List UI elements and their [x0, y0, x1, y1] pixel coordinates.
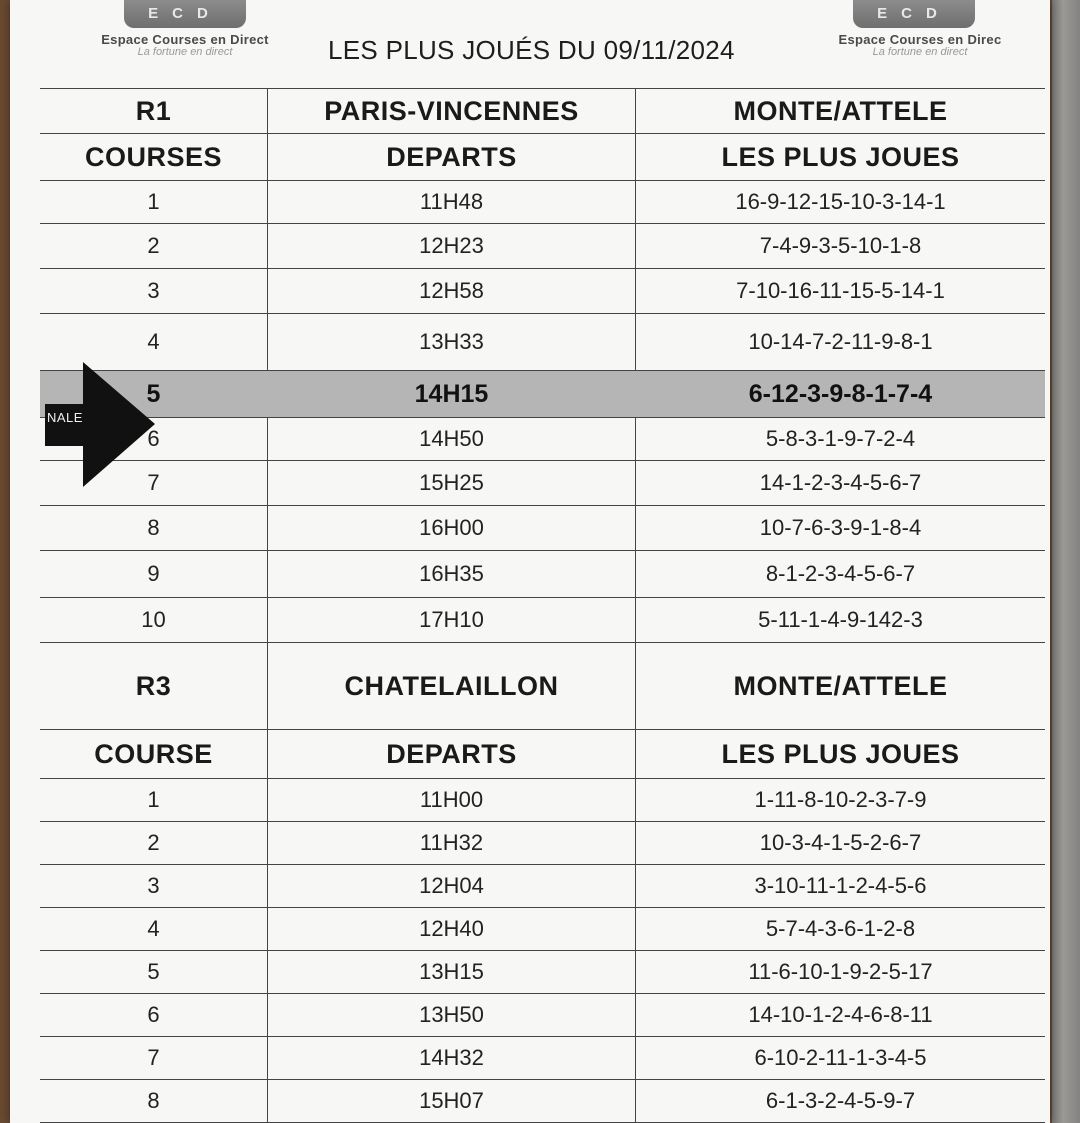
r1-col-joues: LES PLUS JOUES — [635, 134, 1045, 180]
course-number: 6 — [147, 1002, 160, 1027]
most-played: 8-1-2-3-4-5-6-7 — [635, 551, 1045, 597]
course-number: 1 — [147, 787, 160, 812]
logo-left-mark: ECD — [124, 0, 246, 28]
r1-rows — [40, 181, 1045, 643]
most-played: 10-14-7-2-11-9-8-1 — [635, 314, 1045, 370]
departure-time: 14H15 — [267, 371, 635, 417]
table-row — [40, 224, 1045, 269]
logo-right — [795, 0, 1045, 58]
r1-column-header — [40, 134, 1045, 181]
departure-time: 12H23 — [267, 224, 635, 268]
departure-time: 17H10 — [267, 598, 635, 642]
logo-right-name: Espace Courses en Direc — [838, 32, 1002, 47]
table-row — [40, 779, 1045, 822]
r3-column-header — [40, 730, 1045, 779]
departure-time: 13H33 — [267, 314, 635, 370]
departure-time: 11H00 — [267, 779, 635, 821]
table-row — [40, 181, 1045, 224]
logo-right-tagline: La fortune en direct — [872, 46, 968, 58]
table-row — [40, 865, 1045, 908]
course-number: 9 — [147, 561, 160, 586]
table-row — [40, 269, 1045, 314]
r1-reunion: R1 — [135, 95, 172, 126]
table-surface — [1052, 0, 1080, 1123]
table-row — [40, 1037, 1045, 1080]
table-row — [40, 506, 1045, 551]
course-number: 2 — [147, 233, 160, 258]
departure-time: 12H40 — [267, 908, 635, 950]
departure-time: 16H35 — [267, 551, 635, 597]
departure-time: 16H00 — [267, 506, 635, 550]
r3-meeting-header — [40, 643, 1045, 730]
results-sheet — [10, 0, 1050, 1123]
course-number: 8 — [147, 1088, 160, 1113]
departure-time: 11H32 — [267, 822, 635, 864]
course-number: 3 — [147, 873, 160, 898]
departure-time: 12H58 — [267, 269, 635, 313]
departure-time: 13H50 — [267, 994, 635, 1036]
most-played: 11-6-10-1-9-2-5-17 — [635, 951, 1045, 993]
logo-right-mark: ECD — [853, 0, 975, 28]
r3-col-joues: LES PLUS JOUES — [635, 730, 1045, 778]
course-number: 6 — [147, 426, 160, 451]
departure-time: 15H25 — [267, 461, 635, 505]
r3-reunion: R3 — [135, 670, 172, 701]
table-row — [40, 314, 1045, 371]
most-played: 6-12-3-9-8-1-7-4 — [635, 371, 1045, 417]
most-played: 14-1-2-3-4-5-6-7 — [635, 461, 1045, 505]
most-played: 3-10-11-1-2-4-5-6 — [635, 865, 1045, 907]
most-played: 10-3-4-1-5-2-6-7 — [635, 822, 1045, 864]
r1-col-departs: DEPARTS — [267, 134, 635, 180]
r1-col-course: COURSES — [84, 141, 223, 172]
most-played: 14-10-1-2-4-6-8-11 — [635, 994, 1045, 1036]
table-row — [40, 1080, 1045, 1123]
course-number: 4 — [147, 916, 160, 941]
most-played: 5-8-3-1-9-7-2-4 — [635, 418, 1045, 460]
course-number: 7 — [147, 1045, 160, 1070]
races-table — [40, 88, 1045, 1123]
most-played: 10-7-6-3-9-1-8-4 — [635, 506, 1045, 550]
course-number: 10 — [141, 607, 166, 632]
departure-time: 13H15 — [267, 951, 635, 993]
table-row — [40, 908, 1045, 951]
r3-col-course: COURSE — [94, 738, 213, 769]
most-played: 16-9-12-15-10-3-14-1 — [635, 181, 1045, 223]
logo-left-tagline: La fortune en direct — [137, 46, 233, 58]
course-number: 5 — [147, 959, 160, 984]
r3-hippodrome: CHATELAILLON — [267, 643, 635, 729]
course-number: 8 — [147, 515, 160, 540]
departure-time: 15H07 — [267, 1080, 635, 1122]
most-played: 7-4-9-3-5-10-1-8 — [635, 224, 1045, 268]
table-row — [40, 418, 1045, 461]
course-number: 4 — [147, 329, 160, 354]
table-row — [40, 822, 1045, 865]
logo-left — [60, 0, 310, 58]
r1-discipline: MONTE/ATTELE — [635, 89, 1045, 133]
most-played: 7-10-16-11-15-5-14-1 — [635, 269, 1045, 313]
r1-meeting-header — [40, 88, 1045, 134]
most-played: 6-1-3-2-4-5-9-7 — [635, 1080, 1045, 1122]
table-row — [40, 551, 1045, 598]
table-row — [40, 461, 1045, 506]
arrow-label: NALE — [47, 410, 83, 425]
course-number: 3 — [147, 278, 160, 303]
departure-time: 14H50 — [267, 418, 635, 460]
logo-left-name: Espace Courses en Direct — [101, 32, 269, 47]
table-row — [40, 371, 1045, 418]
course-number: 1 — [147, 189, 160, 214]
most-played: 6-10-2-11-1-3-4-5 — [635, 1037, 1045, 1079]
page-title: LES PLUS JOUÉS DU 09/11/2024 — [328, 35, 735, 65]
most-played: 5-11-1-4-9-142-3 — [635, 598, 1045, 642]
table-row — [40, 598, 1045, 643]
r3-col-departs: DEPARTS — [267, 730, 635, 778]
r1-hippodrome: PARIS-VINCENNES — [267, 89, 635, 133]
departure-time: 14H32 — [267, 1037, 635, 1079]
table-row — [40, 951, 1045, 994]
r3-discipline: MONTE/ATTELE — [635, 643, 1045, 729]
r3-rows — [40, 779, 1045, 1123]
most-played: 5-7-4-3-6-1-2-8 — [635, 908, 1045, 950]
departure-time: 12H04 — [267, 865, 635, 907]
departure-time: 11H48 — [267, 181, 635, 223]
table-row — [40, 994, 1045, 1037]
course-number: 2 — [147, 830, 160, 855]
course-number: 7 — [147, 470, 160, 495]
course-number: 5 — [146, 379, 161, 408]
most-played: 1-11-8-10-2-3-7-9 — [635, 779, 1045, 821]
